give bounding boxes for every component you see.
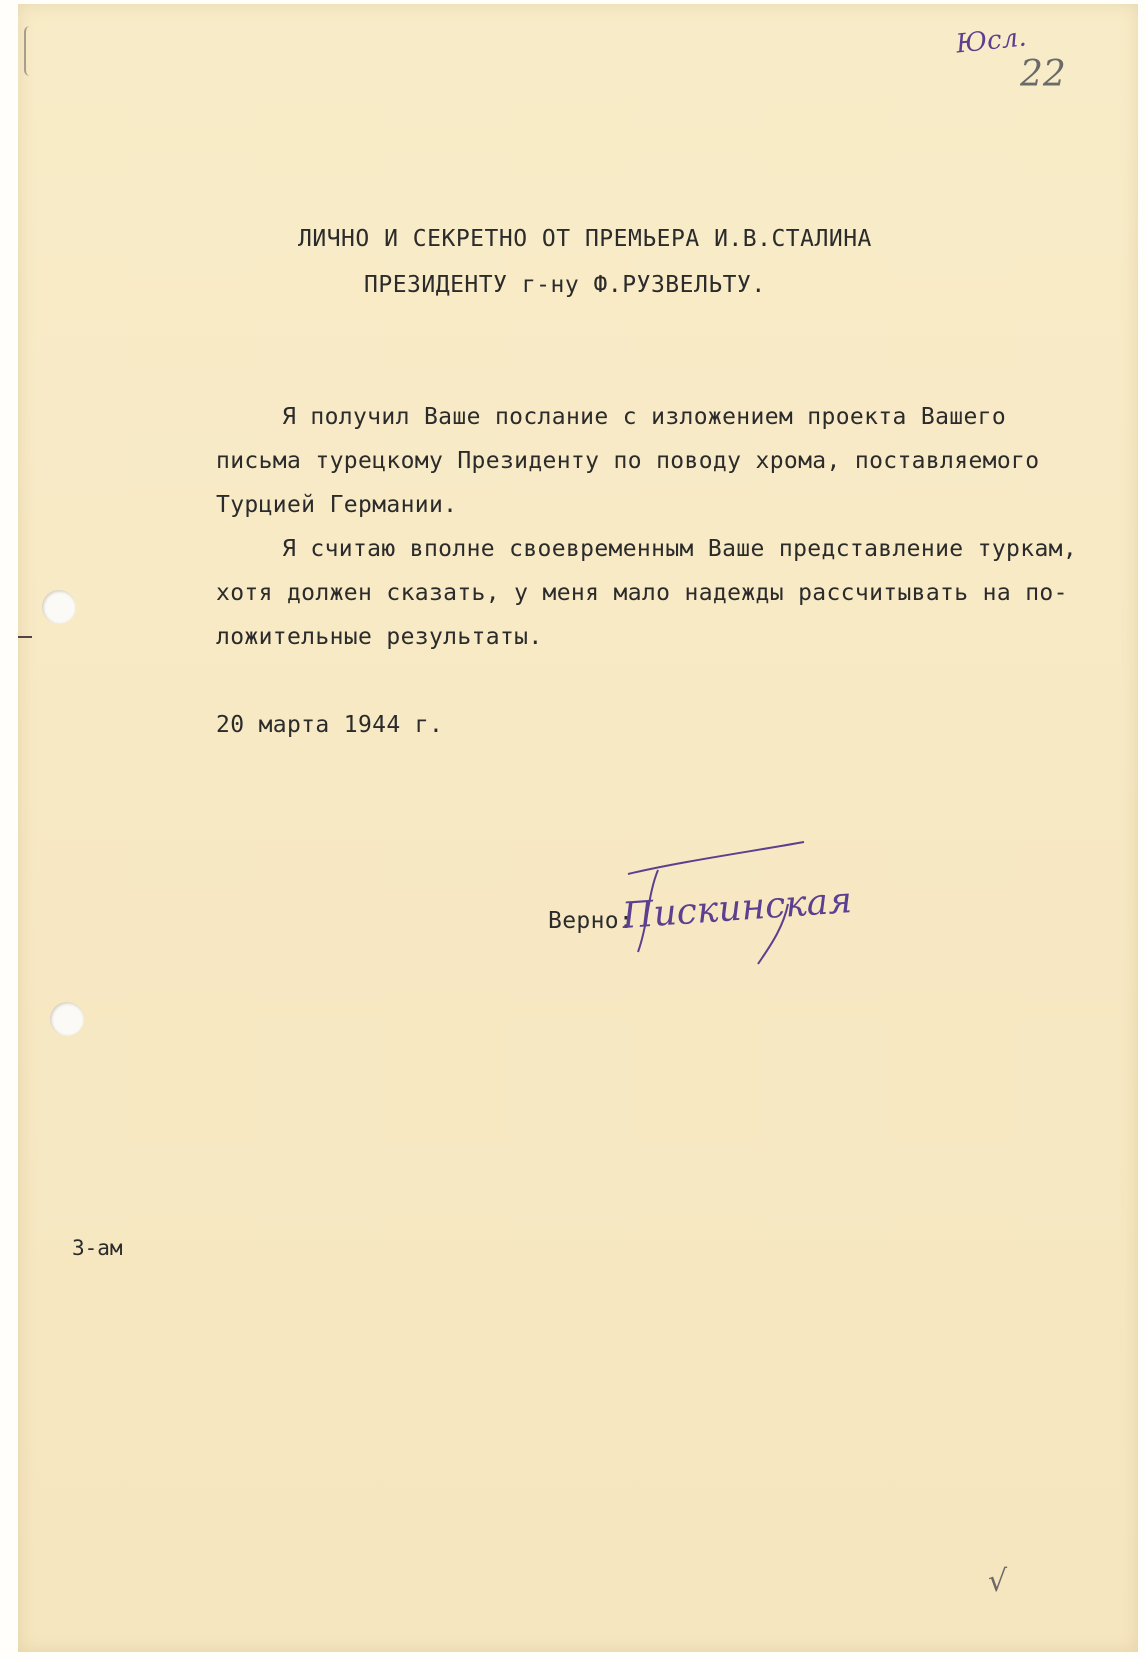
paragraph-2-line-2: хотя должен сказать, у меня мало надежды рассчитывать на по-: [216, 580, 1068, 606]
title-line-2: ПРЕЗИДЕНТУ г-ну Ф.РУЗВЕЛЬТУ.: [364, 272, 766, 298]
certification-label: Верно:: [548, 908, 634, 934]
typist-code: 3-ам: [72, 1236, 123, 1260]
check-mark: √: [988, 1564, 1008, 1599]
paragraph-2-line-1: Я считаю вполне своевременным Ваше представление туркам,: [282, 536, 1078, 562]
paragraph-2-line-3: ложительные результаты.: [216, 624, 543, 650]
folio-number: 22: [1020, 54, 1066, 95]
paragraph-1-line-3: Турцией Германии.: [216, 492, 458, 518]
margin-tick-mark: [18, 636, 32, 638]
document-date: 20 марта 1944 г.: [216, 712, 444, 738]
punch-hole-upper: [42, 590, 76, 624]
title-line-1: ЛИЧНО И СЕКРЕТНО ОТ ПРЕМЬЕРА И.В.СТАЛИНА: [298, 226, 872, 252]
punch-hole-lower: [50, 1002, 84, 1036]
paragraph-1-line-1: Я получил Ваше послание с изложением проекта Вашего: [282, 404, 1007, 430]
margin-pencil-mark-top: [24, 26, 38, 76]
archive-note-top-right: Юсл.: [954, 22, 1028, 60]
signature-flourish: [618, 834, 818, 974]
paragraph-1-line-2: письма турецкому Президенту по поводу хрома, поставляемого: [216, 448, 1040, 474]
handwritten-signature: Пискинская: [620, 880, 854, 937]
paper-sheet: [18, 4, 1138, 1652]
